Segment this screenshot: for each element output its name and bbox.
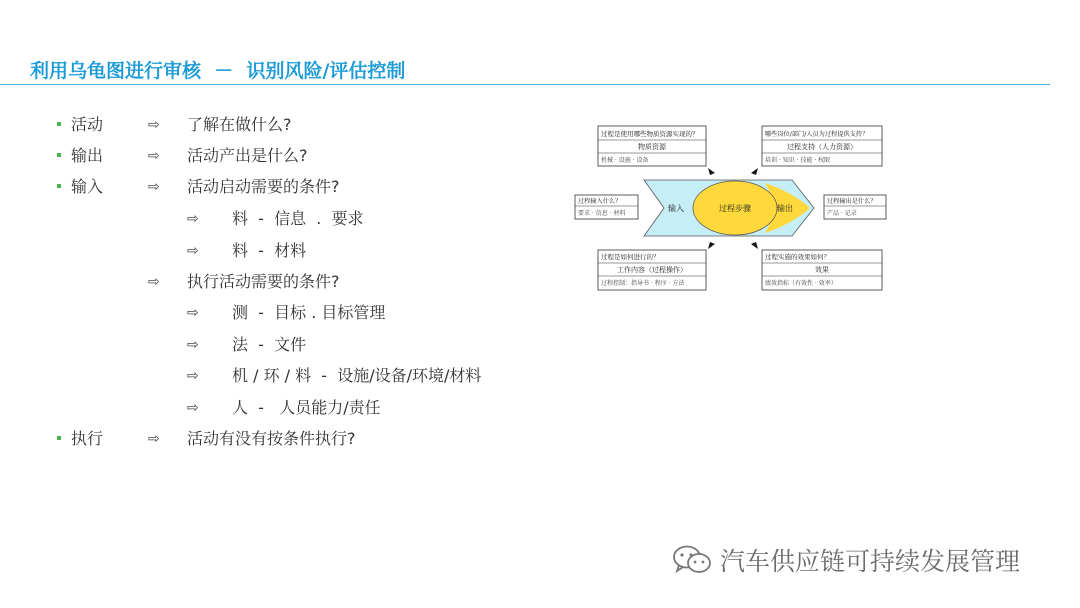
bullet-text: 活动有没有按条件执行?	[187, 429, 356, 448]
method-heading: 工作内容（过程操作）	[617, 266, 687, 274]
bullet-label-activity: 活动	[71, 115, 104, 134]
bullet-marker	[57, 153, 61, 157]
arrow-icon: ⇨	[148, 274, 160, 290]
method-items: 过程控制：指导书 · 程序 · 方法	[601, 280, 685, 287]
arrow-icon: ⇨	[148, 148, 160, 164]
input-items: 要求 · 信息 · 材料	[578, 210, 626, 217]
method-box	[598, 250, 706, 290]
bullet-marker	[57, 122, 61, 126]
arrow-bottomleft-icon	[708, 242, 715, 249]
resources-items: 机械 · 设施 · 设备	[601, 157, 649, 164]
watermark-text: 汽车供应链可持续发展管理	[720, 547, 1021, 576]
arrow-icon: ⇨	[187, 337, 199, 353]
arrow-icon: ⇨	[148, 117, 160, 133]
bullet-text: 活动启动需要的条件?	[187, 177, 340, 196]
bullet-list	[0, 0, 560, 470]
bullet-label-input: 输入	[71, 177, 104, 196]
bullet-marker	[57, 184, 61, 188]
arrow-bottomright-icon	[751, 242, 758, 249]
output-box	[824, 195, 886, 219]
method-question: 过程是如何进行的？	[601, 253, 660, 261]
sub-item: 测 - 目标 . 目标管理	[232, 303, 386, 322]
arrow-icon: ⇨	[148, 179, 160, 195]
support-items: 培训 · 知识 · 技能 · 权限	[765, 157, 831, 164]
support-heading: 过程支持（人力资源）	[787, 143, 857, 151]
sub-item: 人 - 人员能力/责任	[232, 398, 381, 417]
bullet-text: 活动产出是什么?	[187, 146, 308, 165]
bullet-text: 了解在做什么?	[187, 115, 292, 134]
effect-items: 绩效指标（有效性 · 效率）	[765, 280, 837, 287]
bullet-label-output: 输出	[71, 146, 104, 165]
bullet-marker	[57, 436, 61, 440]
bullet-text: 执行活动需要的条件?	[187, 272, 340, 291]
arrow-icon: ⇨	[187, 400, 199, 416]
resources-box	[598, 126, 706, 166]
diagram-output-label: 输出	[777, 204, 793, 213]
effect-box	[762, 250, 882, 290]
arrow-icon: ⇨	[187, 305, 199, 321]
resources-question: 过程是使用哪些物质资源实现的？	[601, 130, 699, 138]
watermark	[672, 540, 1020, 580]
slide-title: 利用乌龟图进行审核 － 识别风险/评估控制	[30, 60, 406, 82]
arrow-topleft-icon	[708, 168, 715, 175]
diagram-input-label: 输入	[668, 204, 684, 213]
effect-heading: 效果	[815, 266, 829, 274]
support-box	[762, 126, 882, 166]
resources-heading: 物质资源	[638, 143, 666, 151]
output-question: 过程输出是什么？	[827, 198, 877, 205]
support-question: 哪些岗位/部门/人员为过程提供支持？	[765, 131, 869, 138]
process-shape	[644, 180, 814, 236]
wechat-icon	[672, 543, 714, 577]
sub-item: 法 - 文件	[232, 335, 307, 354]
arrow-icon: ⇨	[187, 368, 199, 384]
arrow-topright-icon	[751, 168, 758, 175]
sub-item: 料 - 信息 . 要求	[232, 209, 364, 228]
sub-item: 料 - 材料	[232, 241, 307, 260]
arrow-icon: ⇨	[187, 211, 199, 227]
sub-item: 机 / 环 / 料 - 设施/设备/环境/材料	[232, 366, 482, 385]
input-box	[575, 195, 638, 219]
diagram-process-label: 过程步骤	[719, 204, 751, 213]
input-question: 过程输入什么？	[578, 198, 622, 205]
arrow-icon: ⇨	[148, 431, 160, 447]
turtle-diagram	[570, 122, 890, 297]
effect-question: 过程实施的效果如何？	[765, 253, 830, 261]
output-items: 产品 · 记录	[827, 210, 857, 217]
bullet-label-execute: 执行	[71, 429, 104, 448]
arrow-icon: ⇨	[187, 243, 199, 259]
